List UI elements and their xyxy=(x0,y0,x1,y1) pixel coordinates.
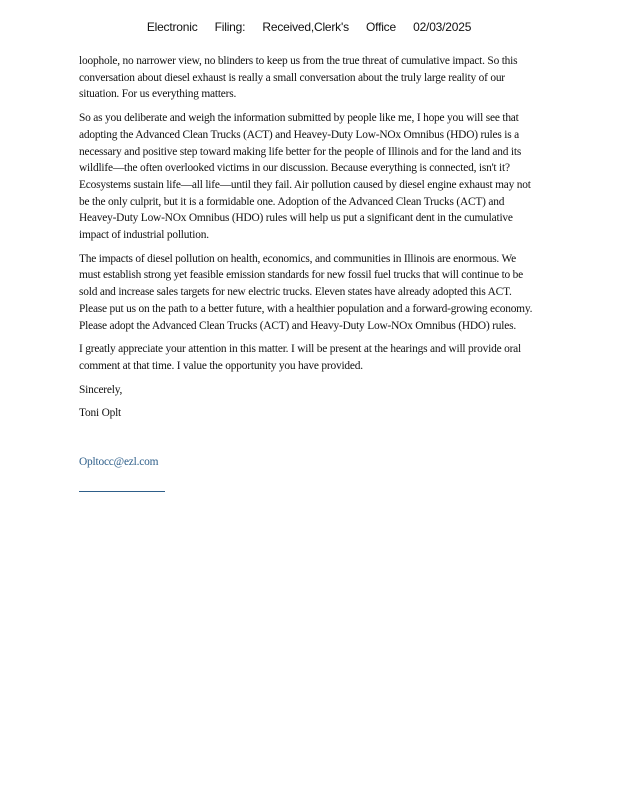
header-office: Office xyxy=(366,20,396,34)
header-electronic: Electronic xyxy=(146,20,198,34)
header-filing: Filing: xyxy=(214,20,246,34)
signature-spacer xyxy=(79,429,539,454)
letter-paragraph-3: The impacts of diesel pollution on health, economics, and communities in Illinois are enormous. We must establish strong yet feasible emission standards for new fossil fuel trucks that will continue to be sold and increase sales targets for new electric trucks. Eleven states have already adopted this ACT. Please put us on the path to a better future, with a healthier population and a forward-growing economy. Please adopt the Advanced Clean Trucks (ACT) and Heavy-Duty Low-NOx Omnibus (HDO) rules. xyxy=(79,252,533,332)
letter-closing: Sincerely, xyxy=(79,383,123,396)
letter-paragraph-1: loophole, no narrower view, no blinders to keep us from the true threat of cumulative impact. So this conversation about diesel exhaust is really a small conversation about the truly large reality of our situation. For us everything matters. xyxy=(79,55,518,101)
letter-signer: Toni Oplt xyxy=(79,407,122,420)
email-link[interactable]: Opltocc@ezl.com xyxy=(79,456,159,469)
letter-body xyxy=(79,53,539,492)
letter-paragraph-4: I greatly appreciate your attention in this matter. I will be present at the hearings and will provide oral comment at that time. I value the opportunity you have provided. xyxy=(79,343,521,372)
filing-header xyxy=(0,20,618,34)
header-date: 02/03/2025 xyxy=(413,20,472,34)
underline-rule xyxy=(79,491,165,492)
letter-paragraph-2: So as you deliberate and weigh the information submitted by people like me, I hope you will see that adopting the Advanced Clean Trucks (ACT) and Heavey-Duty Low-NOx Omnibus (HDO) rules is a necessary and positive step toward making life better for the people of Illinois and for the land and its wildlife—the often overlooked victims in our discussion. Because everything is connected, isn't it? Ecosystems sustain life—all life—until they fail. Air pollution caused by diesel engine exhaust may not be the only culprit, but it is a formidable one. Adoption of the Advanced Clean Trucks (ACT) and Heavey-Duty Low-NOx Omnibus (HDO) rules will help us put a significant dent in the cumulative impact of industrial pollution. xyxy=(79,112,531,242)
header-received: Received,Clerk's xyxy=(262,20,349,34)
